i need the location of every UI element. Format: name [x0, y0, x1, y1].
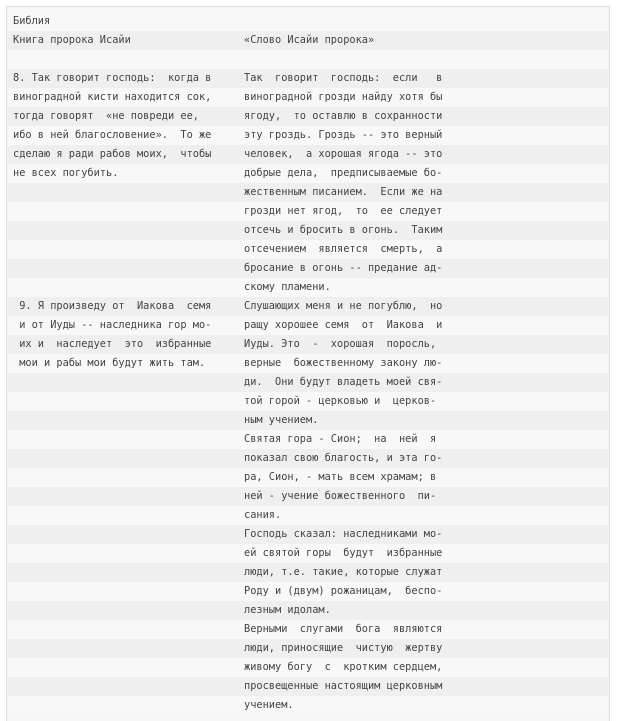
- table-row: [8, 430, 608, 449]
- table-row: [8, 468, 608, 487]
- table-row: [8, 126, 608, 145]
- right-column-cell: Слушающих меня и не погублю, но: [244, 300, 443, 312]
- table-row: [8, 88, 608, 107]
- right-column-cell: ра, Сион, - мать всем храмам; в: [244, 471, 437, 483]
- right-column-cell: ягоду, то оставлю в сохранности: [244, 110, 443, 122]
- right-column-cell: [244, 50, 460, 69]
- left-column-cell: [13, 506, 235, 525]
- table-row: [8, 50, 608, 69]
- table-row: [8, 335, 608, 354]
- left-column-cell: Библия: [13, 15, 51, 27]
- right-column-cell: Роду и (двум) рожаницам, беспо-: [244, 585, 443, 597]
- right-column-cell: жественным писанием. Если же на: [244, 186, 443, 198]
- left-column-cell: 8. Так говорит господь: когда в: [13, 72, 212, 84]
- right-column-cell: отсечь и бросить в огонь. Таким: [244, 224, 443, 236]
- left-column-cell: мои и рабы мои будут жить там.: [13, 357, 206, 369]
- left-column-cell: [13, 373, 235, 392]
- right-column-cell: показал свою благость, и эта го-: [244, 452, 443, 464]
- table-row: [8, 506, 608, 525]
- text-table: [6, 6, 610, 721]
- left-column-cell: Книга пророка Исайи: [13, 34, 131, 46]
- right-column-cell: Господь сказал: наследниками мо-: [244, 528, 443, 540]
- right-column-cell: бросание в огонь -- предание ад-: [244, 262, 443, 274]
- left-column-cell: [13, 240, 235, 259]
- table-row: [8, 297, 608, 316]
- table-row: [8, 392, 608, 411]
- right-column-cell: эту гроздь. Гроздь -- это верный: [244, 129, 443, 141]
- left-column-cell: тогда говорят «не повреди ее,: [13, 110, 199, 122]
- table-row: [8, 202, 608, 221]
- table-row: [8, 487, 608, 506]
- left-column-cell: [13, 677, 235, 696]
- table-row: [8, 411, 608, 430]
- right-column-cell: Так говорит господь: если в: [244, 72, 443, 84]
- table-row: [8, 696, 608, 715]
- table-row: [8, 525, 608, 544]
- left-column-cell: [13, 430, 235, 449]
- left-column-cell: [13, 544, 235, 563]
- left-column-cell: ибо в ней благословение». То же: [13, 129, 212, 141]
- table-row: [8, 145, 608, 164]
- table-row: [8, 12, 608, 31]
- right-column-cell: учением.: [244, 699, 294, 711]
- table-row: [8, 221, 608, 240]
- right-column-cell: Иуды. Это - хорошая поросль,: [244, 338, 437, 350]
- table-row: [8, 354, 608, 373]
- right-column-cell: Верными слугами бога являются: [244, 623, 443, 635]
- right-column-cell: лезным идолам.: [244, 604, 331, 616]
- right-column-cell: виноградной грозди найду хотя бы: [244, 91, 443, 103]
- right-column-cell: ней - учение божественного пи-: [244, 490, 437, 502]
- left-column-cell: [13, 620, 235, 639]
- right-column-cell: Святая гора - Сион; на ней я: [244, 433, 437, 445]
- left-column-cell: сделаю я ради рабов моих, чтобы: [13, 148, 212, 160]
- left-column-cell: не всех погубить.: [13, 167, 119, 179]
- table-row: [8, 31, 608, 50]
- right-column-cell: сания.: [244, 509, 282, 521]
- left-column-cell: [13, 525, 235, 544]
- left-column-cell: 9. Я произведу от Иакова семя: [13, 300, 212, 312]
- left-column-cell: [13, 392, 235, 411]
- left-column-cell: [13, 601, 235, 620]
- table-row: [8, 620, 608, 639]
- table-row: [8, 563, 608, 582]
- right-column-cell: добрые дела, предписываемые бо-: [244, 167, 443, 179]
- left-column-cell: [13, 50, 235, 69]
- right-column-cell: верные божественному закону лю-: [244, 357, 443, 369]
- left-column-cell: [13, 468, 235, 487]
- right-column-cell: живому богу с кротким сердцем,: [244, 661, 443, 673]
- table-row: [8, 107, 608, 126]
- table-row: [8, 582, 608, 601]
- left-column-cell: [13, 221, 235, 240]
- right-column-cell: ращу хорошее семя от Иакова и: [244, 319, 443, 331]
- right-column-cell: той горой - церковью и церков-: [244, 395, 437, 407]
- left-column-cell: [13, 563, 235, 582]
- left-column-cell: [13, 582, 235, 601]
- right-column-cell: «Слово Исайи пророка»: [244, 34, 375, 46]
- table-row: [8, 544, 608, 563]
- table-row: [8, 240, 608, 259]
- right-column-cell: грозди нет ягод, то ее следует: [244, 205, 443, 217]
- left-column-cell: [13, 696, 235, 715]
- left-column-cell: [13, 259, 235, 278]
- right-column-cell: отсечением является смерть, а: [244, 243, 443, 255]
- table-row: [8, 69, 608, 88]
- right-column-cell: люди, приносящие чистую жертву: [244, 642, 443, 654]
- right-column-cell: просвещенные настоящим церковным: [244, 680, 443, 692]
- table-row: [8, 278, 608, 297]
- right-column-cell: скому пламени.: [244, 281, 331, 293]
- left-column-cell: [13, 202, 235, 221]
- left-column-cell: [13, 183, 235, 202]
- left-column-cell: виноградной кисти находится сок,: [13, 91, 212, 103]
- left-column-cell: их и наследует это избранные: [13, 338, 212, 350]
- right-column-cell: человек, а хорошая ягода -- это: [244, 148, 443, 160]
- table-row: [8, 164, 608, 183]
- left-column-cell: и от Иуды -- наследника гор мо-: [13, 319, 212, 331]
- table-row: [8, 183, 608, 202]
- right-column-cell: [244, 12, 460, 31]
- left-column-cell: [13, 278, 235, 297]
- table-row: [8, 601, 608, 620]
- table-row: [8, 259, 608, 278]
- table-row: [8, 373, 608, 392]
- right-column-cell: ди. Они будут владеть моей свя-: [244, 376, 443, 388]
- table-row: [8, 316, 608, 335]
- right-column-cell: ей святой горы будут избранные: [244, 547, 443, 559]
- left-column-cell: [13, 658, 235, 677]
- table-row: [8, 658, 608, 677]
- table-row: [8, 449, 608, 468]
- left-column-cell: [13, 487, 235, 506]
- left-column-cell: [13, 449, 235, 468]
- left-column-cell: [13, 411, 235, 430]
- table-row: [8, 677, 608, 696]
- right-column-cell: ным учением.: [244, 414, 319, 426]
- left-column-cell: [13, 639, 235, 658]
- table-row: [8, 639, 608, 658]
- right-column-cell: люди, т.е. такие, которые служат: [244, 566, 443, 578]
